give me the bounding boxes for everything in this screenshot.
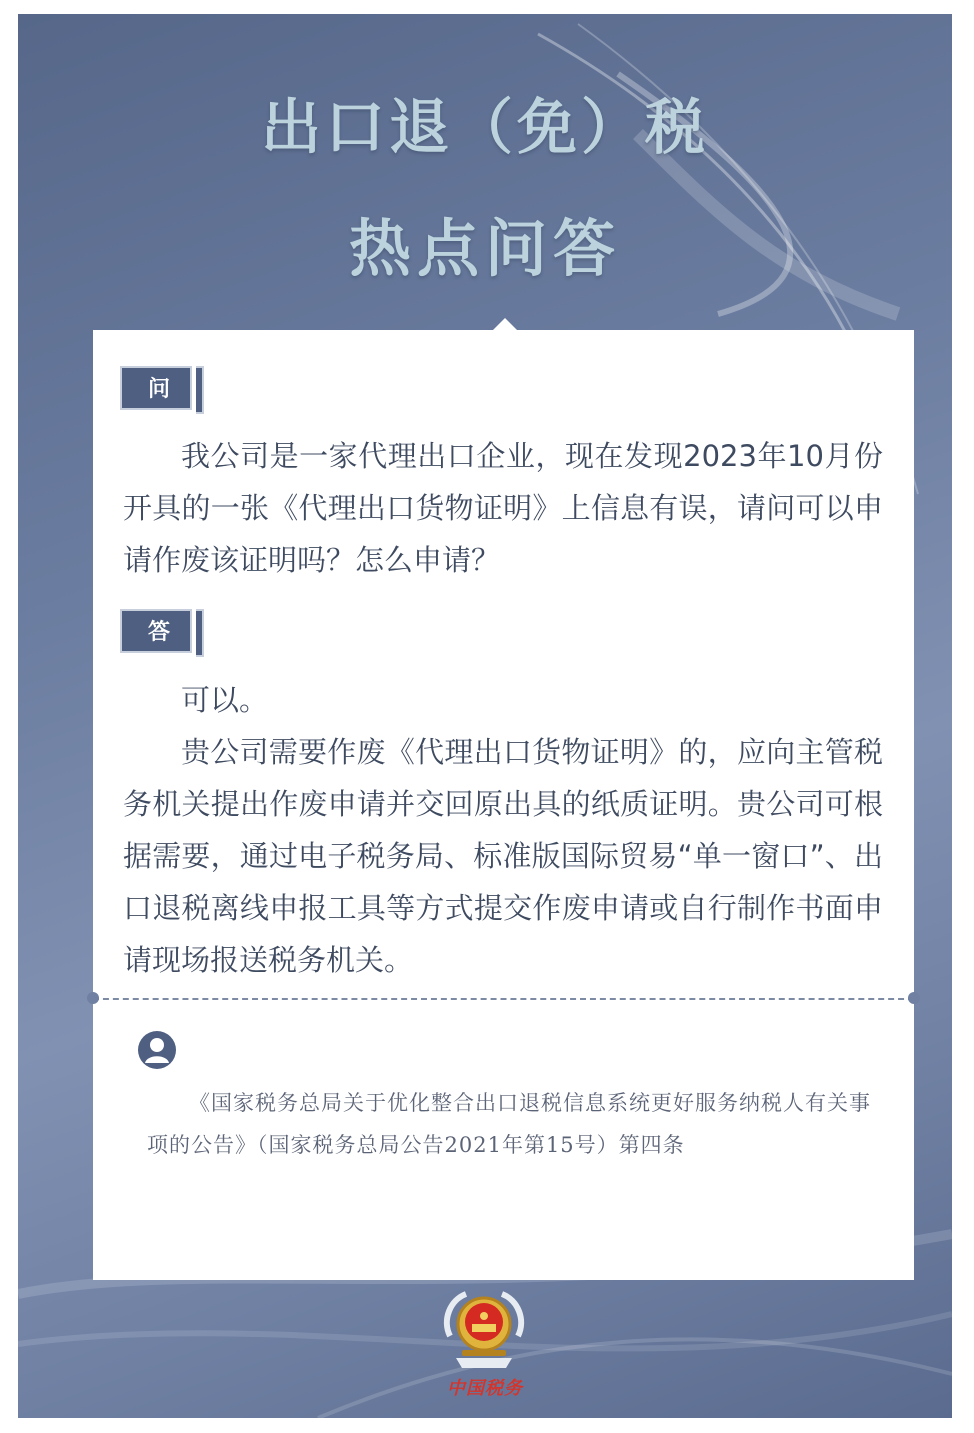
- divider-dot-left: [87, 992, 99, 1004]
- tax-emblem-icon: [436, 1284, 532, 1374]
- poster: [18, 14, 952, 1418]
- qa-card: [93, 330, 914, 1280]
- title-line1: 出口退（免）税: [261, 93, 709, 163]
- card-notch: [493, 318, 517, 330]
- logo-text: 中国税务: [447, 1378, 523, 1399]
- dashed-divider: [93, 998, 914, 1000]
- question-text: 我公司是一家代理出口企业，现在发现2023年10月份开具的一张《代理出口货物证明》上信息有误，请问可以申请作废该证明吗？怎么申请？: [123, 439, 883, 577]
- user-icon: [137, 1030, 177, 1070]
- reference-text: 《国家税务总局关于优化整合出口退税信息系统更好服务纳税人有关事项的公告》（国家税务总局公告2021年第15号）第四条: [147, 1091, 871, 1157]
- title-line2: 热点问答: [348, 212, 621, 285]
- divider-dot-right: [908, 992, 920, 1004]
- answer-tag: 答: [120, 609, 192, 653]
- answer-text: 贵公司需要作废《代理出口货物证明》的，应向主管税务机关提出作废申请并交回原出具的纸质证明。贵公司可根据需要，通过电子税务局、标准版国际贸易“单一窗口”、出口退税离线申报工具等方式提交作废申请或自行制作书面申请现场报送税务机关。: [123, 735, 883, 977]
- question-tag: 问: [120, 366, 192, 410]
- answer-first-line: 可以。: [181, 683, 269, 717]
